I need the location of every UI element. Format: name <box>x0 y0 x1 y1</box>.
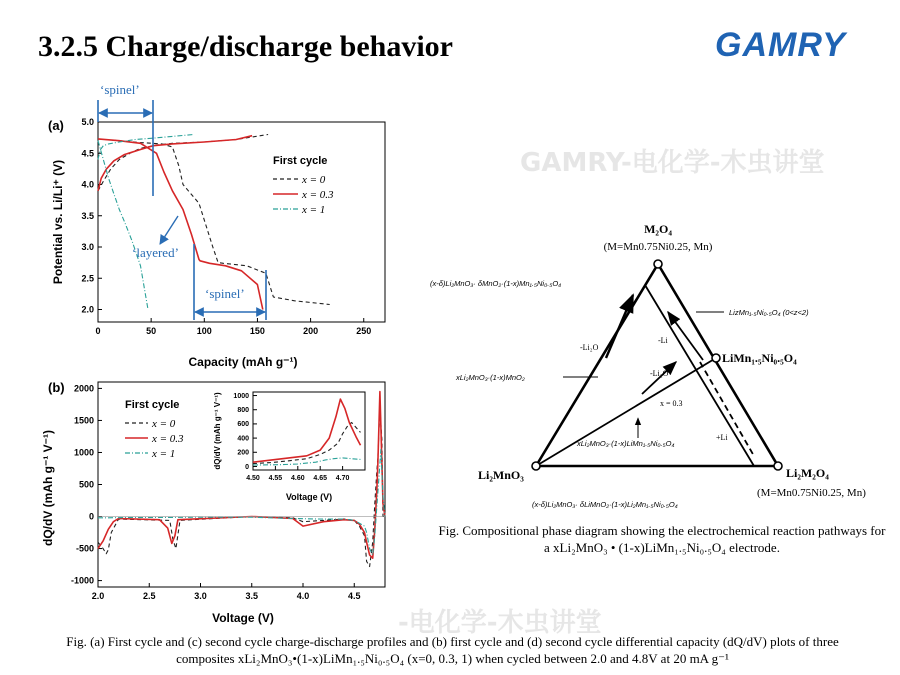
chart-a-legend-title: First cycle <box>273 155 328 167</box>
chart-a-xtick-label: 0 <box>95 326 101 336</box>
chart-b-xtick-label: 3.0 <box>194 591 207 601</box>
label-li-center: -Li <box>658 336 668 345</box>
inset-xtick-label: 4.70 <box>335 475 350 482</box>
vertex-m2o4 <box>654 260 662 268</box>
inset-ytick-label: 400 <box>237 435 249 443</box>
path-arrow-li2o-center <box>642 362 676 394</box>
chart-b-panel-label: (b) <box>48 380 65 395</box>
annotation-layered: ‘layered’ <box>132 245 179 260</box>
chart-a-xtick-label: 200 <box>303 326 319 336</box>
chart-b-ytick-label: 500 <box>78 479 94 490</box>
vertex-limnni <box>712 354 720 362</box>
chart-a-ytick-label: 3.5 <box>81 210 94 221</box>
vertex-middle-label: LiMn₁.₅Ni₀.₅O₄ <box>722 351 797 365</box>
chart-a-ytick-label: 4.0 <box>81 179 94 190</box>
vertex-top-sub: (M=Mn0.75Ni0.25, Mn) <box>603 241 713 253</box>
chart-a-xtick-label: 250 <box>356 326 372 336</box>
chart-b-xtick-label: 4.5 <box>347 591 361 601</box>
inset-xlabel: Voltage (V) <box>285 492 333 502</box>
chart-a-ytick-label: 4.5 <box>81 148 94 159</box>
inset-xtick-label: 4.65 <box>313 475 328 482</box>
chart-b-ytick-label: 0 <box>88 511 94 522</box>
chart-b-ytick-label: 1500 <box>73 415 94 426</box>
chart-b-ytick-label: 2000 <box>73 383 94 394</box>
label-right-arrow: LizMn₁.₅Ni₀.₅O₄ (0<z<2) <box>729 308 809 317</box>
watermark: GAMRY-电化学-木虫讲堂 <box>520 148 825 178</box>
chart-a-xtick-label: 50 <box>146 326 157 336</box>
annotation-spinel-top: ‘spinel’ <box>100 82 140 97</box>
vertex-top-label: M₂O₄ <box>644 222 672 236</box>
chart-b-legend-x0: x = 0 <box>152 418 176 430</box>
label-top-left: (x-δ)Li₂MnO₃· δMnO₂·(1-x)Mn₁.₅Ni₀.₅O₄ <box>430 279 562 288</box>
chart-b-xtick-label: 2.5 <box>142 591 156 601</box>
inset-ytick-label: 600 <box>237 421 249 429</box>
inset-xtick-label: 4.50 <box>246 475 260 482</box>
path-arrow-li2o-left <box>606 295 633 358</box>
label-plus-li: +Li <box>716 433 728 442</box>
chart-a-ytick-label: 3.0 <box>81 242 94 252</box>
label-li2o-center: -Li₂O <box>650 369 669 378</box>
chart-b-legend-x1: x = 1 <box>152 448 176 460</box>
inset-ytick-label: 1000 <box>233 392 249 400</box>
inset-ytick-label: 0 <box>245 463 249 471</box>
label-inner: xLi₂MnO₃·(1-x)LiMn₁.₅Ni₀.₅O₄ <box>577 439 675 448</box>
vertex-right-sub: (M=Mn0.75Ni0.25, Mn) <box>757 487 866 499</box>
gamry-logo: GAMRY <box>715 26 846 64</box>
chart-a-legend-x0: x = 0 <box>302 174 326 186</box>
inset-ytick-label: 800 <box>237 407 249 415</box>
chart-b-ylabel: dQ/dV (mAh g⁻¹ V⁻¹) <box>41 430 55 546</box>
vertex-left-label: Li₂MnO₃ <box>478 468 524 482</box>
slide-title: 3.2.5 Charge/discharge behavior <box>38 30 453 63</box>
chart-b-legend-title: First cycle <box>125 399 180 411</box>
annotation-spinel-bottom: ‘spinel’ <box>205 286 245 301</box>
chart-a-xtick-label: 100 <box>196 326 212 336</box>
chart-b-ytick-label: -500 <box>75 543 94 554</box>
chart-a-panel-label: (a) <box>48 118 64 133</box>
label-left-arrow: xLi₂MnO₃·(1-x)MnO₂ <box>456 373 525 382</box>
chart-a-legend-x03: x = 0.3 <box>302 189 334 201</box>
inset-ytick-label: 200 <box>237 449 249 457</box>
vertex-right-label: Li₂M₂O₄ <box>786 466 829 480</box>
chart-a-ylabel: Potential vs. Li/Li⁺ (V) <box>51 159 65 285</box>
chart-b-xtick-label: 3.5 <box>245 591 259 601</box>
chart-b-yticks <box>71 383 102 585</box>
chart-a-ytick-label: 5.0 <box>81 117 94 127</box>
chart-b-legend-x03: x = 0.3 <box>152 433 184 445</box>
chart-a-ytick-label: 2.5 <box>81 273 94 284</box>
chart-b-xtick-label: 2.0 <box>91 591 105 601</box>
inset-xtick-label: 4.55 <box>268 475 283 482</box>
chart-b-ytick-label: -1000 <box>70 575 94 586</box>
chart-a <box>48 82 385 369</box>
chart-b-ytick-label: 1000 <box>73 447 94 458</box>
vertex-li2mno3 <box>532 462 540 470</box>
label-x-val: x = 0.3 <box>660 399 683 408</box>
vertex-li2m2o4 <box>774 462 782 470</box>
label-bottom: (x-δ)Li₂MnO₃· δLiMnO₂·(1-x)Li₂Mn₁.₅Ni₀.₅O₄ <box>532 500 678 509</box>
tie-line-li2mno3-limnni <box>536 358 716 466</box>
caption-phase-diagram: Fig. Compositional phase diagram showing the electrochemical reaction pathways for a xLi₂MnO₃ • (1-x)LiMn₁.₅Ni₀.₅O₄ electrode. <box>438 523 886 555</box>
label-li2o-left: -Li₂O <box>580 343 599 352</box>
chart-b <box>41 380 385 625</box>
chart-b-xlabel: Voltage (V) <box>212 611 274 625</box>
watermark-bottom: -电化学-木虫讲堂 <box>398 608 602 638</box>
chart-a-xlabel: Capacity (mAh g⁻¹) <box>188 355 298 369</box>
inset-xtick-label: 4.60 <box>290 475 305 482</box>
chart-a-ytick-label: 2.0 <box>81 304 94 315</box>
inset-ylabel: dQ/dV (mAh g⁻¹ V⁻¹) <box>213 392 222 470</box>
chart-a-legend-x1: x = 1 <box>302 204 326 216</box>
chart-a-xtick-label: 150 <box>249 326 265 336</box>
chart-b-xtick-label: 4.0 <box>296 591 310 601</box>
caption-figure: Fig. (a) First cycle and (c) second cycle charge-discharge profiles and (b) first cycle and (d) second cycle differential capacity (dQ/dV) plots of three composites xLi₂MnO₃•(1-x)LiMn₁.₅Ni₀.₅O₄ (x=0, 0.3, 1) when cycled between 2.0 and 4.8V at 20 mA g⁻¹ <box>66 634 839 666</box>
